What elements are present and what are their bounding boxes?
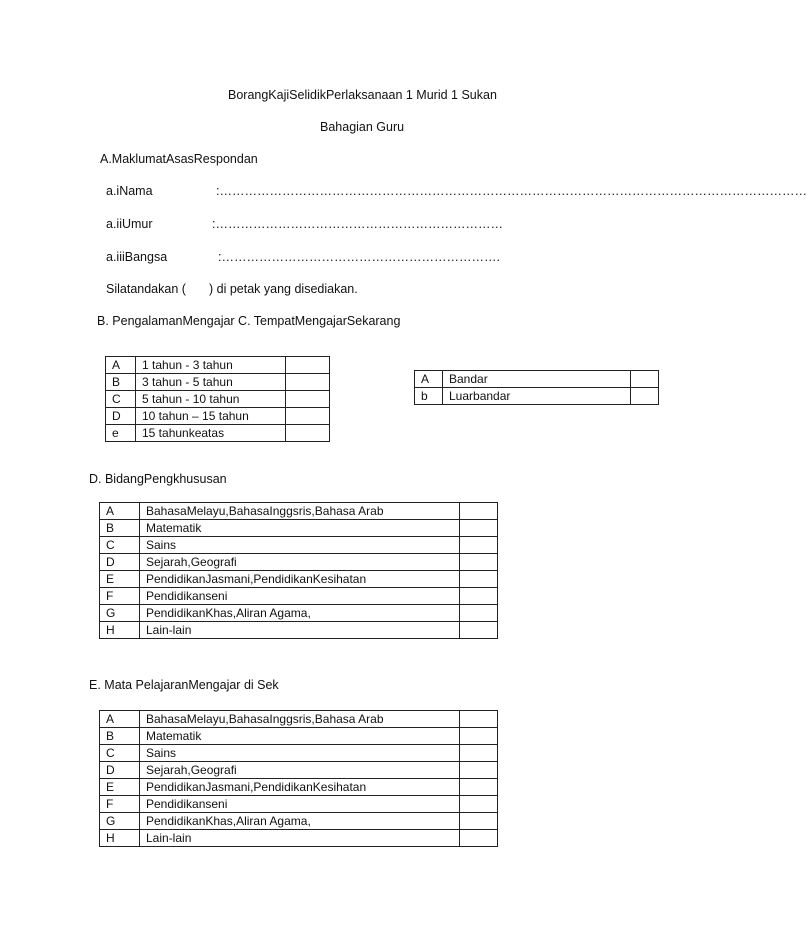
option-text: Sains	[140, 537, 460, 554]
option-code: H	[100, 622, 140, 639]
option-code: G	[100, 813, 140, 830]
table-row	[100, 728, 498, 745]
race-field[interactable]: :………………………………………………………….	[218, 250, 500, 264]
checkbox[interactable]	[631, 371, 659, 388]
checkbox[interactable]	[460, 830, 498, 847]
checkbox[interactable]	[286, 408, 330, 425]
instruction-suffix: ) di petak yang disediakan.	[209, 282, 358, 296]
option-text: Luarbandar	[443, 388, 631, 405]
checkbox[interactable]	[460, 813, 498, 830]
table-row	[100, 745, 498, 762]
option-text: Sejarah,Geografi	[140, 554, 460, 571]
option-text: Lain-lain	[140, 622, 460, 639]
table-row	[100, 537, 498, 554]
option-code: D	[100, 554, 140, 571]
checkbox[interactable]	[631, 388, 659, 405]
option-text: 3 tahun - 5 tahun	[136, 374, 286, 391]
table-row	[100, 830, 498, 847]
checkbox[interactable]	[460, 796, 498, 813]
checkbox[interactable]	[286, 391, 330, 408]
checkbox[interactable]	[460, 571, 498, 588]
option-text: Bandar	[443, 371, 631, 388]
form-title: BorangKajiSelidikPerlaksanaan 1 Murid 1 Sukan	[228, 88, 497, 102]
checkbox[interactable]	[460, 520, 498, 537]
table-row	[106, 391, 330, 408]
option-text: Matematik	[140, 520, 460, 537]
table-row	[100, 813, 498, 830]
option-code: b	[415, 388, 443, 405]
option-code: H	[100, 830, 140, 847]
table-row	[100, 779, 498, 796]
instruction-prefix: Silatandakan (	[106, 282, 186, 296]
table-row	[100, 588, 498, 605]
option-text: 1 tahun - 3 tahun	[136, 357, 286, 374]
option-text: 15 tahunkeatas	[136, 425, 286, 442]
option-text: Matematik	[140, 728, 460, 745]
table-row	[100, 520, 498, 537]
option-text: PendidikanJasmani,PendidikanKesihatan	[140, 779, 460, 796]
table-row	[100, 711, 498, 728]
checkbox[interactable]	[460, 503, 498, 520]
checkbox[interactable]	[460, 711, 498, 728]
checkbox[interactable]	[460, 605, 498, 622]
option-text: Sejarah,Geografi	[140, 762, 460, 779]
option-text: 10 tahun – 15 tahun	[136, 408, 286, 425]
option-code: B	[100, 520, 140, 537]
table-row	[100, 571, 498, 588]
option-code: F	[100, 588, 140, 605]
section-a-heading: A.MaklumatAsasRespondan	[100, 152, 258, 166]
location-table	[414, 370, 659, 405]
option-code: B	[106, 374, 136, 391]
option-text: BahasaMelayu,BahasaInggsris,Bahasa Arab	[140, 711, 460, 728]
option-code: E	[100, 571, 140, 588]
option-code: A	[100, 503, 140, 520]
table-row	[100, 503, 498, 520]
section-e-heading: E. Mata PelajaranMengajar di Sek	[89, 678, 279, 692]
experience-table	[105, 356, 330, 442]
option-code: D	[100, 762, 140, 779]
option-code: A	[415, 371, 443, 388]
name-label: a.iNama	[106, 184, 153, 198]
checkbox[interactable]	[460, 779, 498, 796]
checkbox[interactable]	[286, 357, 330, 374]
option-code: G	[100, 605, 140, 622]
option-code: e	[106, 425, 136, 442]
option-code: A	[100, 711, 140, 728]
form-subtitle: Bahagian Guru	[320, 120, 405, 134]
option-code: C	[106, 391, 136, 408]
section-d-heading: D. BidangPengkhususan	[89, 472, 227, 486]
checkbox[interactable]	[460, 745, 498, 762]
table-row	[100, 796, 498, 813]
table-row	[100, 622, 498, 639]
checkbox[interactable]	[460, 554, 498, 571]
option-code: B	[100, 728, 140, 745]
option-text: BahasaMelayu,BahasaInggsris,Bahasa Arab	[140, 503, 460, 520]
option-code: C	[100, 537, 140, 554]
age-field[interactable]: :……………………………………………………………	[212, 217, 503, 231]
option-code: A	[106, 357, 136, 374]
option-code: C	[100, 745, 140, 762]
checkbox[interactable]	[286, 374, 330, 391]
teaching-subjects-table	[99, 710, 498, 847]
table-row	[106, 408, 330, 425]
section-bc-heading: B. PengalamanMengajar C. TempatMengajarSekarang	[97, 314, 401, 328]
table-row	[415, 371, 659, 388]
specialization-table	[99, 502, 498, 639]
option-text: PendidikanKhas,Aliran Agama,	[140, 813, 460, 830]
option-text: 5 tahun - 10 tahun	[136, 391, 286, 408]
age-label: a.iiUmur	[106, 217, 153, 231]
option-text: PendidikanKhas,Aliran Agama,	[140, 605, 460, 622]
option-code: D	[106, 408, 136, 425]
option-code: E	[100, 779, 140, 796]
table-row	[106, 374, 330, 391]
name-field[interactable]: :……………………………………………………………………………………………………………………………	[216, 184, 807, 198]
table-row	[106, 357, 330, 374]
option-text: Pendidikanseni	[140, 588, 460, 605]
option-code: F	[100, 796, 140, 813]
race-label: a.iiiBangsa	[106, 250, 168, 264]
checkbox[interactable]	[460, 588, 498, 605]
checkbox[interactable]	[460, 728, 498, 745]
option-text: Sains	[140, 745, 460, 762]
table-row	[100, 762, 498, 779]
checkbox[interactable]	[460, 622, 498, 639]
checkbox[interactable]	[460, 537, 498, 554]
option-text: Pendidikanseni	[140, 796, 460, 813]
option-text: Lain-lain	[140, 830, 460, 847]
table-row	[415, 388, 659, 405]
checkbox[interactable]	[460, 762, 498, 779]
checkbox[interactable]	[286, 425, 330, 442]
table-row	[100, 605, 498, 622]
option-text: PendidikanJasmani,PendidikanKesihatan	[140, 571, 460, 588]
table-row	[106, 425, 330, 442]
table-row	[100, 554, 498, 571]
